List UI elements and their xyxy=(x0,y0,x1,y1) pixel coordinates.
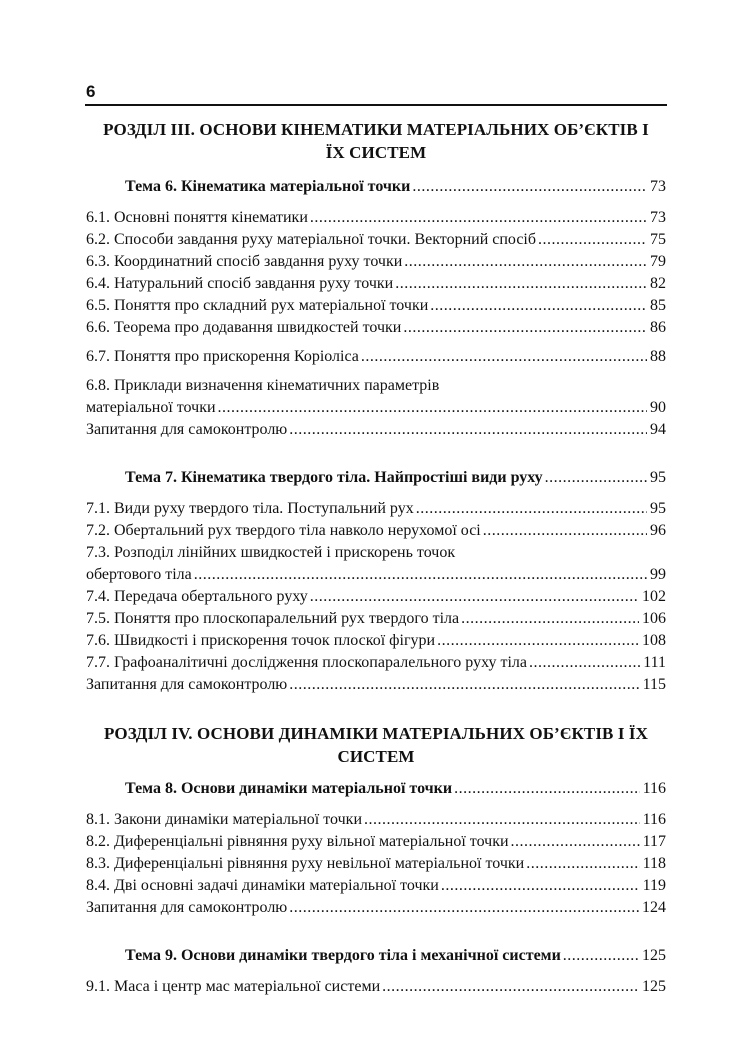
section-4 xyxy=(86,722,666,998)
topic-6-entry[interactable] xyxy=(86,176,666,198)
header-rule xyxy=(85,104,667,106)
toc-item[interactable]: 7.6. Швидкості і прискорення точок плоскої фігури ..... 108 xyxy=(86,630,666,652)
toc-item-self-check[interactable]: Запитання для самоконтролю ..... 94 xyxy=(86,419,666,441)
page-ref: 95 xyxy=(650,469,666,486)
leader-dots xyxy=(454,778,639,800)
toc-item[interactable]: 6.2. Способи завдання руху матеріальної точки. Векторний спосіб ..... 75 xyxy=(86,229,666,251)
toc-item[interactable]: 6.5. Поняття про складний рух матеріальної точки ..... 85 xyxy=(86,295,666,317)
leader-dots xyxy=(412,176,647,198)
topic-title: Тема 8. Основи динаміки матеріальної точки xyxy=(125,780,453,797)
toc-item[interactable]: матеріальної точки ..... 90 xyxy=(86,397,666,419)
toc-item[interactable]: 8.3. Диференціальні рівняння руху невільної матеріальної точки ..... 118 xyxy=(86,853,666,875)
topic-title: Тема 9. Основи динаміки твердого тіла і механічної системи xyxy=(125,947,561,964)
toc-item[interactable]: 8.4. Дві основні задачі динаміки матеріальної точки ..... 119 xyxy=(86,875,666,897)
toc-item-first-line: 7.3. Розподіл лінійних швидкостей і прискорень точок xyxy=(86,544,456,561)
toc-item[interactable]: 6.1. Основні поняття кінематики ..... 73 xyxy=(86,207,666,229)
topic-9-entry[interactable] xyxy=(86,945,666,967)
topic-8-entry[interactable] xyxy=(86,778,666,800)
topic-7-entry[interactable] xyxy=(86,467,666,489)
section-3 xyxy=(86,118,666,696)
toc-item-self-check[interactable]: Запитання для самоконтролю ..... 115 xyxy=(86,674,666,696)
page-ref: 73 xyxy=(650,178,666,195)
toc-item[interactable]: 6.6. Теорема про додавання швидкостей точки ..... 86 xyxy=(86,317,666,339)
toc-item[interactable]: 8.2. Диференціальні рівняння руху вільної матеріальної точки ..... 117 xyxy=(86,831,666,853)
toc-item[interactable]: 6.7. Поняття про прискорення Коріоліса ..... 88 xyxy=(86,346,666,368)
toc-item[interactable]: 8.1. Закони динаміки матеріальної точки ..... 116 xyxy=(86,809,666,831)
table-of-contents xyxy=(86,118,666,998)
toc-item[interactable]: 7.5. Поняття про плоскопаралельний рух твердого тіла ..... 106 xyxy=(86,608,666,630)
topic-title: Тема 6. Кінематика матеріальної точки xyxy=(125,178,411,195)
toc-item[interactable]: 6.3. Координатний спосіб завдання руху точки ..... 79 xyxy=(86,251,666,273)
page-number: 6 xyxy=(86,82,96,101)
toc-item-self-check[interactable]: Запитання для самоконтролю ..... 124 xyxy=(86,897,666,919)
leader-dots xyxy=(545,467,647,489)
leader-dots xyxy=(563,945,639,967)
page-ref: 116 xyxy=(642,780,666,797)
toc-item[interactable]: 7.7. Графоаналітичні дослідження плоскопаралельного руху тіла ..... 111 xyxy=(86,652,666,674)
topic-title: Тема 7. Кінематика твердого тіла. Найпростіші види руху xyxy=(125,469,543,486)
toc-item[interactable]: 7.4. Передача обертального руху ..... 102 xyxy=(86,586,666,608)
toc-item[interactable]: 6.4. Натуральний спосіб завдання руху точки ..... 82 xyxy=(86,273,666,295)
toc-item-first-line: 6.8. Приклади визначення кінематичних параметрів xyxy=(86,377,440,394)
page-ref: 125 xyxy=(642,947,666,964)
toc-item[interactable]: обертового тіла ..... 99 xyxy=(86,564,666,586)
section-title: РОЗДІЛ ІV. ОСНОВИ ДИНАМІКИ МАТЕРІАЛЬНИХ ОБ’ЄКТІВ І ЇХ СИСТЕМ xyxy=(104,724,648,766)
toc-item[interactable]: 7.2. Обертальний рух твердого тіла навколо нерухомої осі ..... 96 xyxy=(86,520,666,542)
toc-item[interactable]: 9.1. Маса і центр мас матеріальної системи ..... 125 xyxy=(86,976,666,998)
toc-item[interactable]: 7.1. Види руху твердого тіла. Поступальний рух ..... 95 xyxy=(86,498,666,520)
section-title: РОЗДІЛ ІІІ. ОСНОВИ КІНЕМАТИКИ МАТЕРІАЛЬНИХ ОБ’ЄКТІВ І ЇХ СИСТЕМ xyxy=(103,120,649,162)
